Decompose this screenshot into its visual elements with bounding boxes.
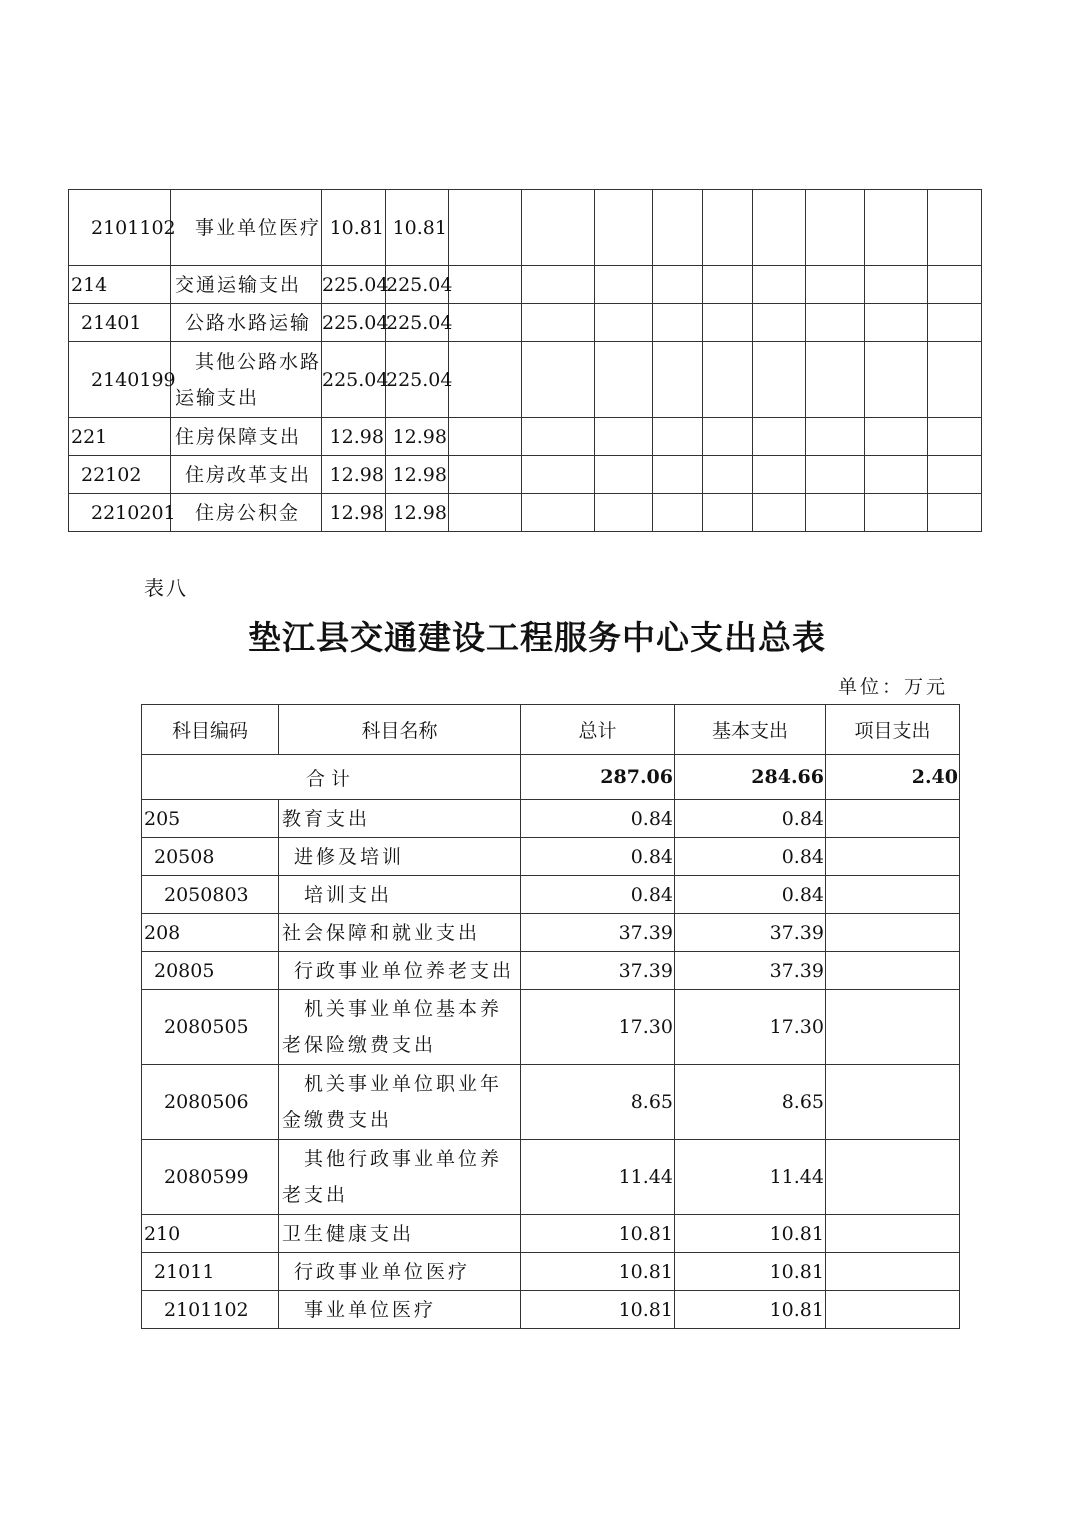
table-row (69, 342, 982, 418)
row-name: 培训支出 (279, 876, 521, 914)
expenditure-summary-table (141, 704, 960, 1329)
row-code: 208 (142, 914, 279, 952)
table-row (69, 456, 982, 494)
row-code: 214 (69, 266, 171, 304)
table-row (142, 876, 960, 914)
row-name: 其他行政事业单位养老支出 (279, 1140, 521, 1215)
row-code: 21401 (69, 304, 171, 342)
table-row (142, 1215, 960, 1253)
row-total: 10.81 (521, 1253, 675, 1291)
header-basic: 基本支出 (675, 705, 826, 755)
row-total: 37.39 (521, 914, 675, 952)
row-total: 225.04 (322, 266, 386, 304)
row-total: 0.84 (521, 876, 675, 914)
header-project: 项目支出 (826, 705, 960, 755)
row-project (826, 1065, 960, 1140)
row-code: 2101102 (69, 190, 171, 266)
row-total: 17.30 (521, 990, 675, 1065)
row-basic: 12.98 (386, 418, 449, 456)
row-name: 行政事业单位养老支出 (279, 952, 521, 990)
row-name: 住房保障支出 (171, 418, 322, 456)
row-total: 12.98 (322, 418, 386, 456)
row-basic: 12.98 (386, 494, 449, 532)
row-name: 公路水路运输 (171, 304, 322, 342)
row-code: 20805 (142, 952, 279, 990)
row-name: 社会保障和就业支出 (279, 914, 521, 952)
row-name: 事业单位医疗 (171, 190, 322, 266)
row-name: 事业单位医疗 (279, 1291, 521, 1329)
table-row (69, 304, 982, 342)
row-code: 20508 (142, 838, 279, 876)
table-row (142, 1140, 960, 1215)
summary-project: 2.40 (826, 755, 960, 800)
row-total: 10.81 (322, 190, 386, 266)
row-code: 205 (142, 800, 279, 838)
row-total: 10.81 (521, 1215, 675, 1253)
table-row (69, 494, 982, 532)
row-project (826, 952, 960, 990)
table-row (142, 838, 960, 876)
summary-label: 合计 (142, 755, 521, 800)
row-name: 交通运输支出 (171, 266, 322, 304)
row-total: 10.81 (521, 1291, 675, 1329)
summary-basic: 284.66 (675, 755, 826, 800)
row-project (826, 1140, 960, 1215)
row-code: 221 (69, 418, 171, 456)
row-project (826, 1253, 960, 1291)
row-code: 210 (142, 1215, 279, 1253)
continuation-table (68, 189, 982, 532)
row-basic: 10.81 (675, 1291, 826, 1329)
row-name: 卫生健康支出 (279, 1215, 521, 1253)
row-code: 2080599 (142, 1140, 279, 1215)
row-project (826, 1215, 960, 1253)
table-label: 表八 (144, 576, 188, 600)
row-project (826, 800, 960, 838)
row-name: 住房改革支出 (171, 456, 322, 494)
row-name: 住房公积金 (171, 494, 322, 532)
row-name: 机关事业单位职业年金缴费支出 (279, 1065, 521, 1140)
row-basic: 225.04 (386, 304, 449, 342)
row-basic: 12.98 (386, 456, 449, 494)
row-total: 0.84 (521, 838, 675, 876)
table-row (69, 266, 982, 304)
header-row (142, 705, 960, 755)
row-basic: 10.81 (675, 1253, 826, 1291)
row-project (826, 876, 960, 914)
table-row (142, 1253, 960, 1291)
row-total: 0.84 (521, 800, 675, 838)
row-project (826, 990, 960, 1065)
page-title: 垫江县交通建设工程服务中心支出总表 (248, 618, 826, 657)
row-name: 教育支出 (279, 800, 521, 838)
row-basic: 10.81 (386, 190, 449, 266)
row-project (826, 838, 960, 876)
header-code: 科目编码 (142, 705, 279, 755)
row-name: 其他公路水路运输支出 (171, 342, 322, 418)
row-total: 225.04 (322, 304, 386, 342)
row-project (826, 1291, 960, 1329)
row-total: 37.39 (521, 952, 675, 990)
unit-label: 单位：万元 (838, 676, 949, 698)
row-basic: 0.84 (675, 838, 826, 876)
row-code: 2210201 (69, 494, 171, 532)
row-basic: 0.84 (675, 876, 826, 914)
row-name: 机关事业单位基本养老保险缴费支出 (279, 990, 521, 1065)
table-row (142, 914, 960, 952)
row-basic: 37.39 (675, 952, 826, 990)
row-total: 12.98 (322, 456, 386, 494)
row-code: 2140199 (69, 342, 171, 418)
row-project (826, 914, 960, 952)
row-code: 2080506 (142, 1065, 279, 1140)
table-row (142, 800, 960, 838)
table-row (142, 1065, 960, 1140)
row-total: 8.65 (521, 1065, 675, 1140)
table-row (142, 990, 960, 1065)
row-basic: 0.84 (675, 800, 826, 838)
header-total: 总计 (521, 705, 675, 755)
summary-total: 287.06 (521, 755, 675, 800)
row-total: 11.44 (521, 1140, 675, 1215)
row-code: 2050803 (142, 876, 279, 914)
table-row (142, 952, 960, 990)
row-code: 21011 (142, 1253, 279, 1291)
row-code: 2080505 (142, 990, 279, 1065)
table-row (69, 190, 982, 266)
row-name: 行政事业单位医疗 (279, 1253, 521, 1291)
header-name: 科目名称 (279, 705, 521, 755)
row-total: 225.04 (322, 342, 386, 418)
row-basic: 11.44 (675, 1140, 826, 1215)
row-total: 12.98 (322, 494, 386, 532)
row-code: 22102 (69, 456, 171, 494)
row-basic: 17.30 (675, 990, 826, 1065)
row-basic: 37.39 (675, 914, 826, 952)
table-row (142, 1291, 960, 1329)
row-basic: 225.04 (386, 342, 449, 418)
row-basic: 225.04 (386, 266, 449, 304)
row-basic: 10.81 (675, 1215, 826, 1253)
row-basic: 8.65 (675, 1065, 826, 1140)
summary-row (142, 755, 960, 800)
row-name: 进修及培训 (279, 838, 521, 876)
table-row (69, 418, 982, 456)
row-code: 2101102 (142, 1291, 279, 1329)
